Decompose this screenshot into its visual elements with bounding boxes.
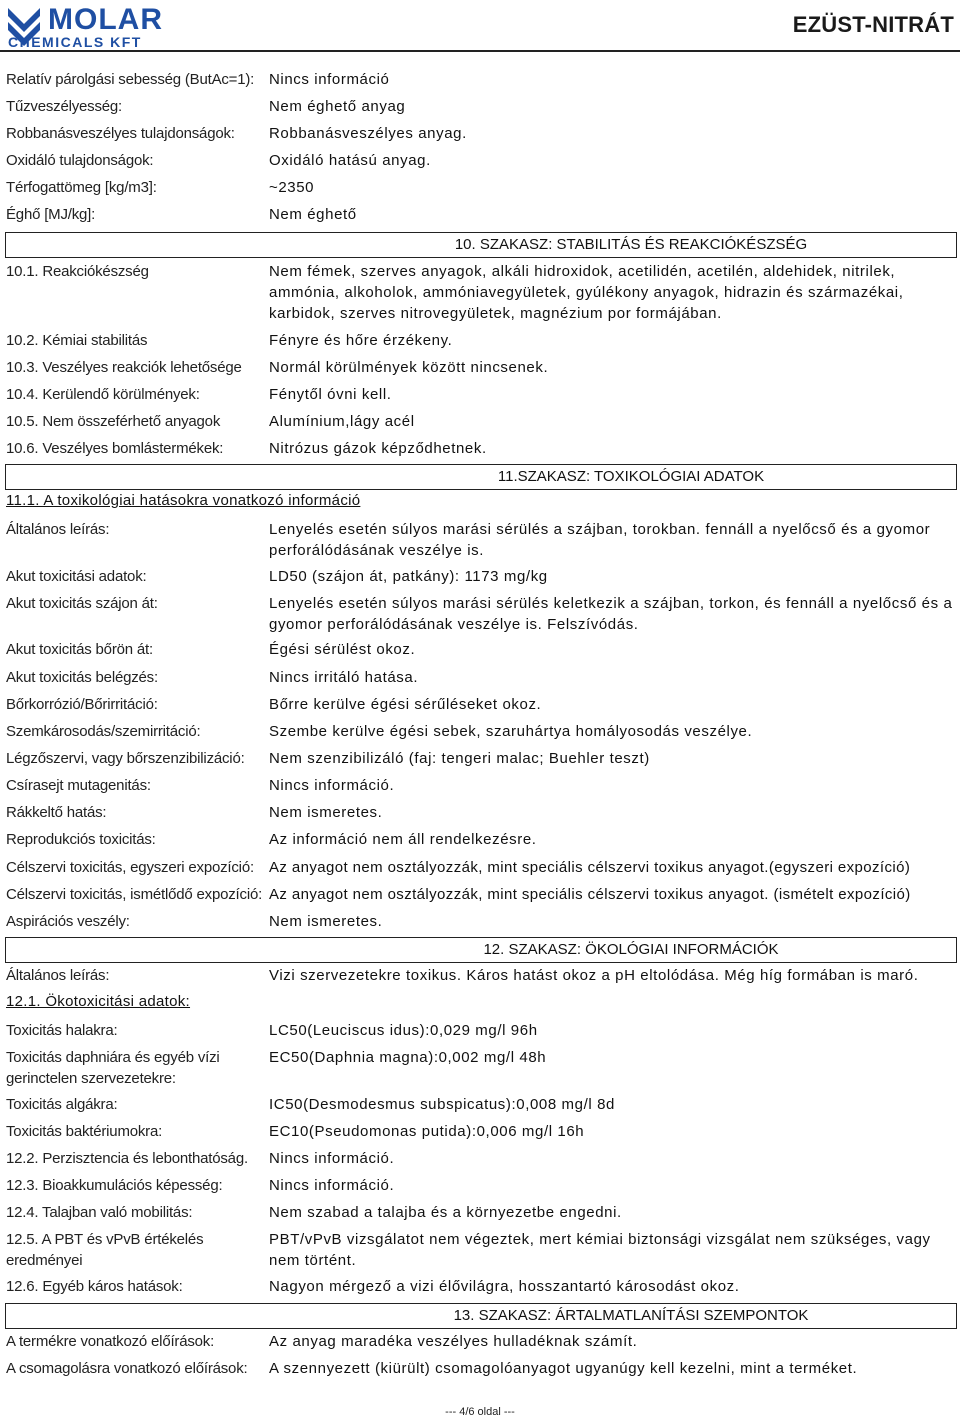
item-label: Akut toxicitás bőrön át: — [6, 641, 153, 658]
item-value: Az információ nem áll rendelkezésre. — [269, 831, 537, 848]
item-label: Toxicitás baktériumokra: — [6, 1123, 163, 1140]
section-12-subtitle: 12.1. Ökotoxicitási adatok: — [6, 993, 191, 1010]
item-label: Bőrkorrózió/Bőrirritáció: — [6, 696, 158, 713]
item-value: Az anyagot nem osztályozzák, mint speciális célszervi toxikus anyagot.(egyszeri expozíció) — [269, 859, 911, 876]
item-value: EC50(Daphnia magna):0,002 mg/l 48h — [269, 1049, 547, 1066]
item-value: Normál körülmények között nincsenek. — [269, 359, 549, 376]
item-label: A csomagolásra vonatkozó előírások: — [6, 1360, 248, 1377]
section-13-title: 13. SZAKASZ: ÁRTALMATLANÍTÁSI SZEMPONTOK — [453, 1307, 809, 1324]
item-value: Szembe kerülve égési sebek, szaruhártya homályosodás veszélye. — [269, 723, 753, 740]
logo-text-bottom: CHEMICALS KFT — [8, 34, 142, 48]
item-label: Toxicitás daphniára és egyéb vízi gerinctelen szervezetekre: — [6, 1049, 220, 1087]
item-label: 10.6. Veszélyes bomlástermékek: — [6, 440, 224, 457]
section-11-subtitle: 11.1. A toxikológiai hatásokra vonatkozó információ — [6, 492, 361, 509]
section-13-header — [5, 1303, 957, 1329]
section-10-title: 10. SZAKASZ: STABILITÁS ÉS REAKCIÓKÉSZSÉG — [454, 236, 808, 253]
item-value: LC50(Leuciscus idus):0,029 mg/l 96h — [269, 1022, 538, 1039]
item-value: Bőrre kerülve égési sérűléseket okoz. — [269, 696, 542, 713]
logo-text-top: MOLAR — [48, 3, 163, 36]
item-label: 12.5. A PBT és vPvB értékelés eredményei — [6, 1231, 204, 1269]
item-value: Alumínium,lágy acél — [269, 413, 415, 430]
page-header — [0, 0, 960, 52]
item-label: 10.2. Kémiai stabilitás — [6, 332, 148, 349]
prop-label: Tűzveszélyesség: — [6, 98, 123, 115]
item-label: 10.5. Nem összeférhető anyagok — [6, 413, 221, 430]
item-value: EC10(Pseudomonas putida):0,006 mg/l 16h — [269, 1123, 585, 1140]
prop-label: Relatív párolgási sebesség (ButAc=1): — [6, 71, 255, 88]
item-value: Lenyelés esetén súlyos marási sérülés a szájban, torokban. fennáll a nyelőcső és a gyomor perforálódásának veszélye is. — [269, 521, 931, 559]
prop-value: Robbanásveszélyes anyag. — [269, 125, 467, 142]
item-value: Nem szabad a talajba és a környezetbe engedni. — [269, 1204, 622, 1221]
item-value: LD50 (szájon át, patkány): 1173 mg/kg — [269, 568, 548, 585]
item-value: Nem szenzibilizáló (faj: tengeri malac; Buehler teszt) — [269, 750, 650, 767]
item-value: IC50(Desmodesmus subspicatus):0,008 mg/l 8d — [269, 1096, 615, 1113]
item-label: Akut toxicitási adatok: — [6, 568, 147, 585]
item-label: Reprodukciós toxicitás: — [6, 831, 156, 848]
item-value: Lenyelés esetén súlyos marási sérülés keletkezik a szájban, torkon, és fennáll a nyelőcső és a gyomor perforálódásának veszélye is. Felszívódás. — [269, 595, 953, 633]
section-10-header — [5, 232, 957, 258]
item-label: Toxicitás algákra: — [6, 1096, 118, 1113]
item-label: 12.4. Talajban való mobilitás: — [6, 1204, 193, 1221]
item-value: Az anyag maradéka veszélyes hulladéknak számít. — [269, 1333, 638, 1350]
section-12-header — [5, 937, 957, 963]
item-value: Nincs információ. — [269, 777, 395, 794]
item-label: 12.2. Perzisztencia és lebonthatóság. — [6, 1150, 248, 1167]
item-label: 10.4. Kerülendő körülmények: — [6, 386, 200, 403]
item-label: 12.6. Egyéb káros hatások: — [6, 1278, 183, 1295]
item-label: 12.3. Bioakkumulációs képesség: — [6, 1177, 223, 1194]
prop-value: ~2350 — [269, 179, 315, 196]
prop-label: Oxidáló tulajdonságok: — [6, 152, 154, 169]
prop-value: Nincs információ — [269, 71, 390, 88]
item-value: A szennyezett (kiürült) csomagolóanyagot ugyanúgy kell kezelni, mint a terméket. — [269, 1360, 858, 1377]
item-label: Légzőszervi, vagy bőrszenzibilizáció: — [6, 750, 245, 767]
section-12-title: 12. SZAKASZ: ÖKOLÓGIAI INFORMÁCIÓK — [483, 941, 779, 958]
prop-label: Robbanásveszélyes tulajdonságok: — [6, 125, 235, 142]
item-value: Nincs információ. — [269, 1150, 395, 1167]
prop-value: Nem éghető — [269, 206, 357, 223]
item-value: Nem fémek, szerves anyagok, alkáli hidroxidok, acetilidén, acetilén, aldehidek, nitrilek, ammónia, alkoholok, ammóniavegyületek, gyúlékony anyagok, hidrazin és származékai, karbidok, szerves nitrovegyületek, magnézium por formájában. — [269, 263, 904, 322]
item-label: Általános leírás: — [6, 521, 110, 538]
item-label: Célszervi toxicitás, ismétlődő expozíció: — [6, 886, 263, 903]
item-value: Az anyagot nem osztályozzák, mint speciális célszervi toxikus anyagot. (ismételt expozíció) — [269, 886, 911, 903]
item-label: 10.1. Reakciókészség — [6, 263, 149, 280]
item-value: Nagyon mérgező a vizi élővilágra, hosszantartó károsodást okoz. — [269, 1278, 740, 1295]
item-label: Csírasejt mutagenitás: — [6, 777, 151, 794]
item-label: Akut toxicitás belégzés: — [6, 669, 158, 686]
item-value: Vizi szervezetekre toxikus. Káros hatást okoz a pH eltolódása. Még híg formában is maró. — [269, 967, 919, 984]
document-title: EZÜST-NITRÁT — [792, 12, 954, 37]
prop-value: Oxidáló hatású anyag. — [269, 152, 431, 169]
header-divider — [0, 50, 960, 52]
item-label: A termékre vonatkozó előírások: — [6, 1333, 215, 1350]
item-value: PBT/vPvB vizsgálatot nem végeztek, mert kémiai biztonsági vizsgálat nem szükséges, vagy nem történt. — [269, 1231, 931, 1269]
item-value: Égési sérülést okoz. — [269, 641, 416, 658]
page-footer: --- 4/6 oldal --- — [445, 1406, 515, 1418]
item-label: Rákkeltő hatás: — [6, 804, 107, 821]
item-value: Nitrózus gázok képződhetnek. — [269, 440, 487, 457]
item-label: 10.3. Veszélyes reakciók lehetősége — [6, 359, 242, 376]
section-11-title: 11.SZAKASZ: TOXIKOLÓGIAI ADATOK — [497, 468, 765, 485]
molar-chemicals-logo — [4, 2, 234, 48]
prop-value: Nem éghető anyag — [269, 98, 406, 115]
item-value: Nincs információ. — [269, 1177, 395, 1194]
item-label: Szemkárosodás/szemirritáció: — [6, 723, 201, 740]
item-label: Toxicitás halakra: — [6, 1022, 118, 1039]
section-11-header — [5, 464, 957, 490]
item-label: Aspirációs veszély: — [6, 913, 130, 930]
item-value: Nem ismeretes. — [269, 804, 383, 821]
item-value: Fénytől óvni kell. — [269, 386, 392, 403]
item-label: Általános leírás: — [6, 967, 110, 984]
prop-label: Éghő [MJ/kg]: — [6, 206, 96, 223]
item-label: Célszervi toxicitás, egyszeri expozíció: — [6, 859, 254, 876]
item-value: Fényre és hőre érzékeny. — [269, 332, 453, 349]
item-value: Nincs irritáló hatása. — [269, 669, 419, 686]
item-value: Nem ismeretes. — [269, 913, 383, 930]
prop-label: Térfogattömeg [kg/m3]: — [6, 179, 157, 196]
item-label: Akut toxicitás szájon át: — [6, 595, 158, 612]
